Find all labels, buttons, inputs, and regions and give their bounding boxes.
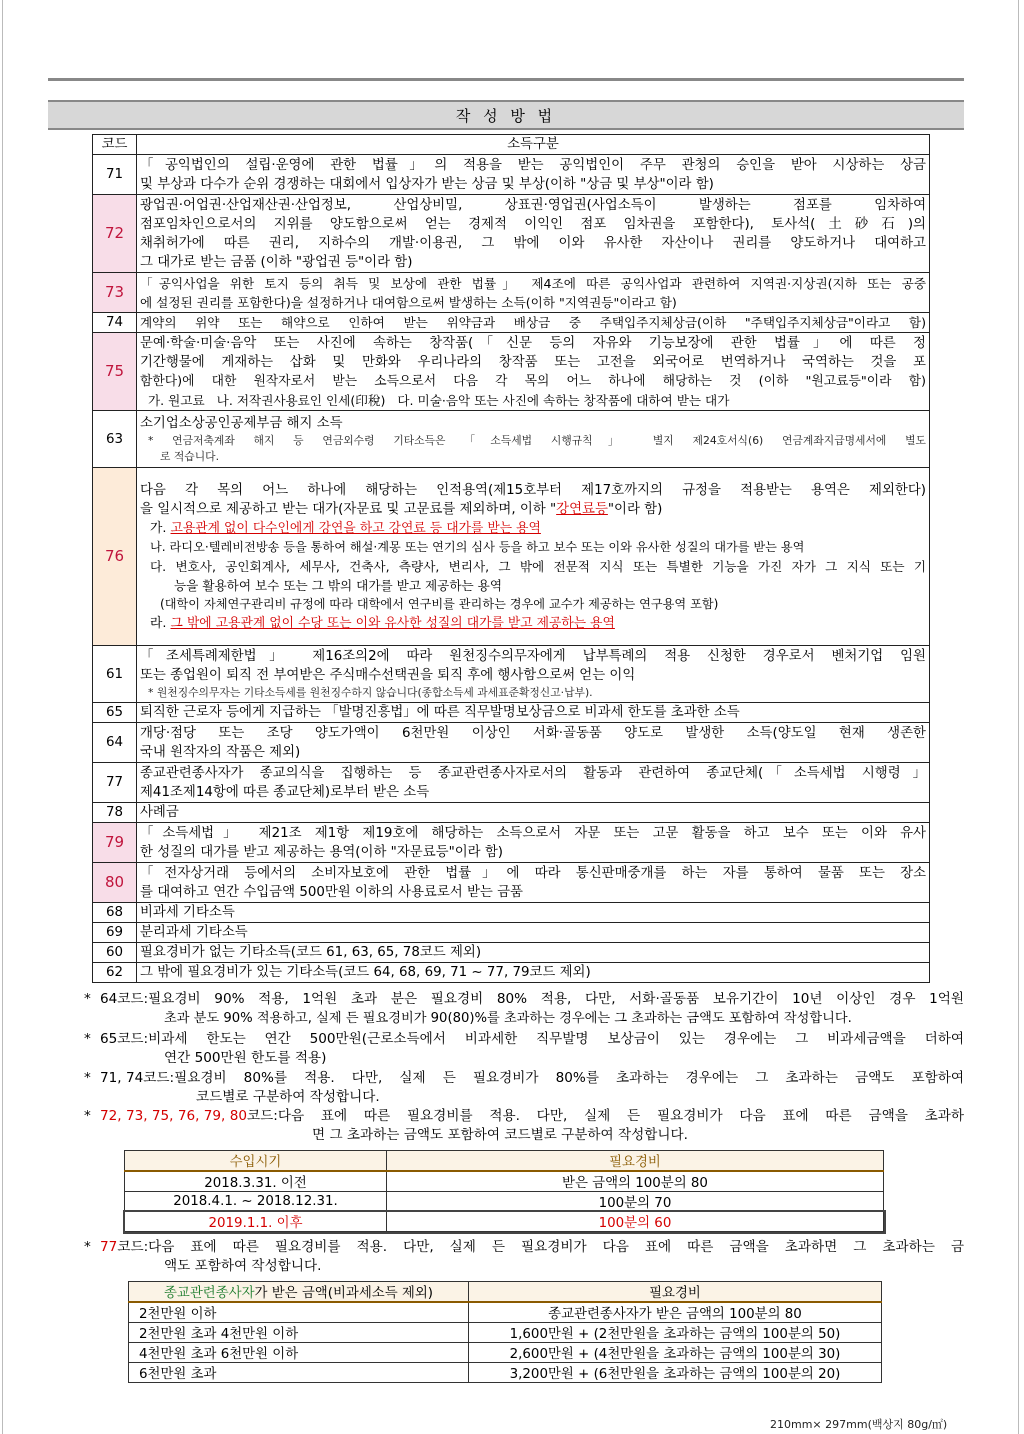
note-label: 71, 74코드: [100,1070,175,1086]
desc-line: 「공익법인의 설립·운영에 관한 법률」의 적용을 받는 공익법인이 주무 관청의 승인을 받아 시상하는 상금 [140,157,926,173]
item-text: (대학이 자체연구관리비 규정에 따라 대학에서 연구비를 관리하는 경우에 교수가 제공하는 연구용역 포함) [160,596,719,611]
period-cell: 2018.4.1. ~ 2018.12.31. [125,1192,387,1212]
expense-cell: 받은 금액의 100분의 80 [387,1171,884,1192]
note-bullet: * [84,1108,91,1124]
note-line: * 원천징수의무자는 기타소득세를 원천징수하지 않습니다(종합소득세 과세표준확정신고·납부). [148,686,593,699]
desc-line: 소기업소상공인공제부금 해지 소득 [140,415,343,431]
desc-line: 기간행물에 게재하는 삽화 및 만화와 우리나라의 창작품 또는 고전을 외국어로 번역하거나 국역하는 것을 포 [140,354,926,370]
note-bullet: * [84,1070,91,1086]
desc-line: 문예·학술·미술·음악 또는 사진에 속하는 창작품(「신문 등의 자유와 기능보장에 관한 법률」에 따른 정 [140,335,926,351]
desc-line: 및 부상과 다수가 순위 경쟁하는 대회에서 입상자가 받는 상금 및 부상(이하 "상금 및 부상"이라 함) [140,176,714,192]
note-label: 65코드: [100,1031,149,1047]
desc-line: 점포임차인으로서의 지위를 양도함으로써 얻는 경제적 이익인 점포 임차권을 포함한다), 토사석(土砂石)의 [140,216,926,232]
expense-cell: 100분의 70 [387,1192,884,1212]
amount-cell: 4천만원 초과 6천만원 이하 [129,1343,469,1363]
code-cell: 64 [93,723,137,763]
table-row [93,646,930,703]
description-cell [137,646,930,703]
code-cell: 74 [93,313,137,333]
desc-line: 퇴직한 근로자 등에게 지급하는 「발명진흥법」에 따른 직무발명보상금으로 비과세 한도를 초과한 소득 [140,705,740,720]
note-text: 다음 표에 따른 필요경비를 적용. 다만, 실제 든 필요경비가 다음 표에 따른 금액을 초과하면 그 초과하는 금 [148,1239,964,1255]
item-mark: 가. [150,520,167,536]
description-cell [137,823,930,863]
description-cell [137,703,930,723]
description-cell [137,723,930,763]
item-mark: 라. [150,615,167,631]
note-label: 코드: [117,1239,149,1255]
description-cell [137,468,930,646]
description-cell [137,863,930,903]
page-border-right [1018,0,1019,1434]
list-item [140,576,926,595]
table-row [125,1192,884,1212]
description-cell [137,923,930,943]
table-row [129,1302,882,1323]
table-row [125,1171,884,1192]
description-cell [137,763,930,803]
note-65 [84,1030,964,1068]
code-cell: 76 [93,468,137,646]
note-text: 액도 포함하여 작성합니다. [164,1258,322,1274]
note-label: 64코드: [100,991,149,1007]
table-row [93,723,930,763]
table-row [93,823,930,863]
desc-line: 사례금 [140,805,179,820]
item-text: 라디오·텔레비전방송 등을 통하여 해설·계몽 또는 연기의 심사 등을 하고 보수 또는 이와 유사한 성질의 대가를 받는 용역 [169,539,805,554]
note-77 [84,1238,964,1276]
note-text: 다음 표에 따른 필요경비를 적용. 다만, 실제 든 필요경비가 다음 표에 따른 금액을 초과하 [277,1108,964,1124]
desc-line: 함한다)에 대한 원작자로서 받는 소득으로서 다음 각 목의 어느 하나에 해당하는 것 (이하 "원고료등"이라 함) [140,373,926,389]
header-highlight: 종교관련종사자 [164,1286,255,1301]
list-item [140,538,926,557]
religious-expense-table [128,1281,882,1383]
code-cell: 68 [93,903,137,923]
table-row [93,273,930,313]
description-cell [137,963,930,983]
table-row [129,1343,882,1363]
expense-rate-table [124,1150,884,1232]
note-64 [84,990,964,1028]
table-row [93,333,930,411]
note-label: 코드: [247,1108,278,1124]
item-text: 고용관계 없이 다수인에게 강연을 하고 강연료 등 대가를 받는 용역 [170,520,541,536]
col-header-amount [129,1282,469,1303]
top-rule [48,78,964,81]
table-row [93,903,930,923]
table-row [93,468,930,646]
table-row [93,703,930,723]
desc-line: 「소득세법」 제21조 제1항 제19호에 해당하는 소득으로서 자문 또는 고문 활동을 하고 보수 또는 이와 유사 [140,825,926,841]
col-header-category: 소득구분 [137,135,930,155]
note-text: 필요경비 80%를 적용. 다만, 실제 든 필요경비가 80%를 초과하는 경우에는 그 초과하는 금액도 포함하여 [174,1070,964,1086]
item-mark: 나. [150,539,166,554]
amount-cell: 6천만원 초과 [129,1363,469,1383]
code-cell: 65 [93,703,137,723]
table-row [93,803,930,823]
note-text: 코드별로 구분하여 작성합니다. [196,1089,380,1105]
table-row [93,411,930,468]
col-header-expense: 필요경비 [469,1282,882,1303]
note-label-codes: 72, 73, 75, 76, 79, 80 [100,1108,247,1124]
desc-line: 제41조제14항에 따른 종교단체)로부터 받은 소득 [140,784,430,800]
note-bullet: * [84,991,91,1007]
desc-line: 「공익사업을 위한 토지 등의 취득 및 보상에 관한 법률」 제4조에 따른 공익사업과 관련하여 지역권·지상권(지하 또는 공중 [140,275,926,291]
code-cell: 78 [93,803,137,823]
note-71-74 [84,1069,964,1107]
note-text: 필요경비 90% 적용, 1억원 초과 분은 필요경비 80% 적용, 다만, 서화·골동품 보유기간이 10년 이상인 경우 1억원 [148,991,964,1007]
amount-cell: 2천만원 이하 [129,1302,469,1323]
description-cell [137,333,930,411]
table-row [93,863,930,903]
col-header-period: 수입시기 [125,1151,387,1172]
expense-cell: 100분의 60 [387,1212,884,1232]
table-row-highlight [125,1212,884,1232]
section-header [48,100,964,130]
note-bullet: * [84,1239,91,1255]
item-text: 변호사, 공인회계사, 세무사, 건축사, 측량사, 변리사, 그 밖에 전문적 지식 또는 특별한 기능을 가진 자가 그 지식 또는 기 [175,558,926,574]
desc-line: 그 밖에 필요경비가 있는 기타소득(코드 64, 68, 69, 71 ~ 77, 79코드 제외) [140,965,591,980]
note-text: 초과 분도 90% 적용하고, 실제 든 필요경비가 90(80)%를 초과하는 경우에는 그 초과하는 금액도 포함하여 작성합니다. [164,1011,852,1026]
description-cell [137,313,930,333]
table-row [93,313,930,333]
desc-line: 비과세 기타소득 [140,905,235,920]
desc-line: 광업권·어업권·산업재산권·산업정보, 산업상비밀, 상표권·영업권(사업소득이 발생하는 점포를 임차하여 [140,197,926,213]
income-code-table [92,134,930,983]
note-line: 로 적습니다. [160,449,220,463]
quote-highlight: 강연료등 [556,501,608,517]
period-cell: 2018.3.31. 이전 [125,1171,387,1192]
note-bullet: * [84,1031,91,1047]
description-cell [137,903,930,923]
desc-line: 필요경비가 없는 기타소득(코드 61, 63, 65, 78코드 제외) [140,945,482,960]
code-cell: 80 [93,863,137,903]
code-cell: 75 [93,333,137,411]
desc-line: 채취허가에 따른 권리, 지하수의 개발·이용권, 그 밖에 이와 유사한 자산이나 권리를 양도하거나 대여하고 [140,235,926,251]
desc-line: 「전자상거래 등에서의 소비자보호에 관한 법률」에 따라 통신판매중개를 하는 자를 통하여 물품 또는 장소 [140,865,926,881]
list-item [140,614,926,633]
table-row [93,963,930,983]
note-72-80 [84,1107,964,1145]
period-cell: 2019.1.1. 이후 [125,1212,387,1232]
expense-cell: 1,600만원 + (2천만원을 초과하는 금액의 100분의 50) [469,1323,882,1343]
expense-cell: 종교관련종사자가 받은 금액의 100분의 80 [469,1302,882,1323]
code-cell: 79 [93,823,137,863]
amount-cell: 2천만원 초과 4천만원 이하 [129,1323,469,1343]
description-cell [137,195,930,273]
paper-spec: 210mm× 297mm(백상지 80g/㎡) [770,1418,948,1431]
note-text: 비과세 한도는 연간 500만원(근로소득에서 비과세한 직무발명 보상금이 있는 경우에는 그 비과세금액을 더하여 [148,1031,964,1047]
table-row [93,155,930,195]
description-cell [137,155,930,195]
code-cell: 72 [93,195,137,273]
description-cell [137,273,930,313]
note-line: * 연금저축계좌 해지 등 연금외수령 기타소득은 「소득세법 시행규칙」 별지 제24호서식(6) 연금계좌지급명세서에 별도 [148,433,926,447]
code-cell: 63 [93,411,137,468]
description-cell [137,803,930,823]
table-row [93,923,930,943]
item-text: 능을 활용하여 보수 또는 그 밖의 대가를 받고 제공하는 용역 [174,577,503,593]
desc-line: 를 대여하고 연간 수입금액 500만원 이하의 사용료로서 받는 금품 [140,884,523,900]
code-cell: 73 [93,273,137,313]
list-item [140,519,926,538]
expense-cell: 2,600만원 + (4천만원을 초과하는 금액의 100분의 30) [469,1343,882,1363]
desc-line: 한 성질의 대가를 받고 제공하는 용역(이하 "자문료등"이라 함) [140,844,504,860]
description-cell [137,411,930,468]
table-row [129,1323,882,1343]
item-mark: 다. [150,558,167,574]
code-cell: 62 [93,963,137,983]
desc-line: 다음 각 목의 어느 하나에 해당하는 인적용역(제15호부터 제17호까지의 규정을 적용받는 용역은 제외한다) [140,482,926,498]
table-row [93,195,930,273]
description-cell [137,943,930,963]
desc-line: 그 대가로 받는 금품 (이하 "광업권 등"이라 함) [140,254,413,270]
note-text: 면 그 초과하는 금액도 포함하여 코드별로 구분하여 작성합니다. [312,1127,688,1143]
col-header-expense: 필요경비 [387,1151,884,1172]
item-text: 그 밖에 고용관계 없이 수당 또는 이와 유사한 성질의 대가를 받고 제공하는 용역 [170,615,615,631]
list-item [140,557,926,576]
page-border-left [2,0,3,1434]
desc-line: 분리과세 기타소득 [140,925,248,940]
code-cell: 60 [93,943,137,963]
code-cell: 71 [93,155,137,195]
list-item [140,595,926,614]
desc-line: 또는 종업원이 퇴직 전 부여받은 주식매수선택권을 퇴직 후에 행사함으로써 얻는 이익 [140,668,636,683]
table-row [93,763,930,803]
table-row [93,943,930,963]
code-cell: 77 [93,763,137,803]
note-text: 연간 500만원 한도를 적용) [164,1050,327,1066]
desc-line: 에 설정된 권리를 포함한다)을 설정하거나 대여함으로써 발생하는 소득(이하 "지역권등"이라고 함) [140,294,677,310]
desc-line: 종교관련종사자가 종교의식을 집행하는 등 종교관련종사자로서의 활동과 관련하여 종교단체(「소득세법 시행령」 [140,765,926,781]
desc-line: 국내 원작자의 작품은 제외) [140,744,301,760]
desc-line: 을 일시적으로 제공하고 받는 대가(자문료 및 고문료를 제외하며, 이하 "강연료등"이라 함) [140,501,663,517]
desc-line: 계약의 위약 또는 해약으로 인하여 받는 위약금과 배상금 중 주택입주지체상금(이하 "주택입주지체상금"이라고 함) [140,315,926,330]
code-cell: 61 [93,646,137,703]
section-title: 작 성 방 법 [455,106,557,125]
note-label-codes: 77 [100,1239,118,1255]
table-row [129,1363,882,1383]
expense-cell: 3,200만원 + (6천만원을 초과하는 금액의 100분의 20) [469,1363,882,1383]
col-header-code: 코드 [93,135,137,155]
header-rest: 가 받은 금액(비과세소득 제외) [254,1286,433,1301]
desc-line: 가. 원고료 나. 저작권사용료인 인세(印稅) 다. 미술·음악 또는 사진에 속하는 창작품에 대하여 받는 대가 [140,392,730,408]
desc-line: 「조세특례제한법」 제16조의2에 따라 원천징수의무자에게 납부특례의 적용 신청한 경우로서 벤처기업 임원 [140,649,926,664]
desc-line: 개당·점당 또는 조당 양도가액이 6천만원 이상인 서화·골동품 양도로 발생한 소득(양도일 현재 생존한 [140,725,926,741]
code-cell: 69 [93,923,137,943]
